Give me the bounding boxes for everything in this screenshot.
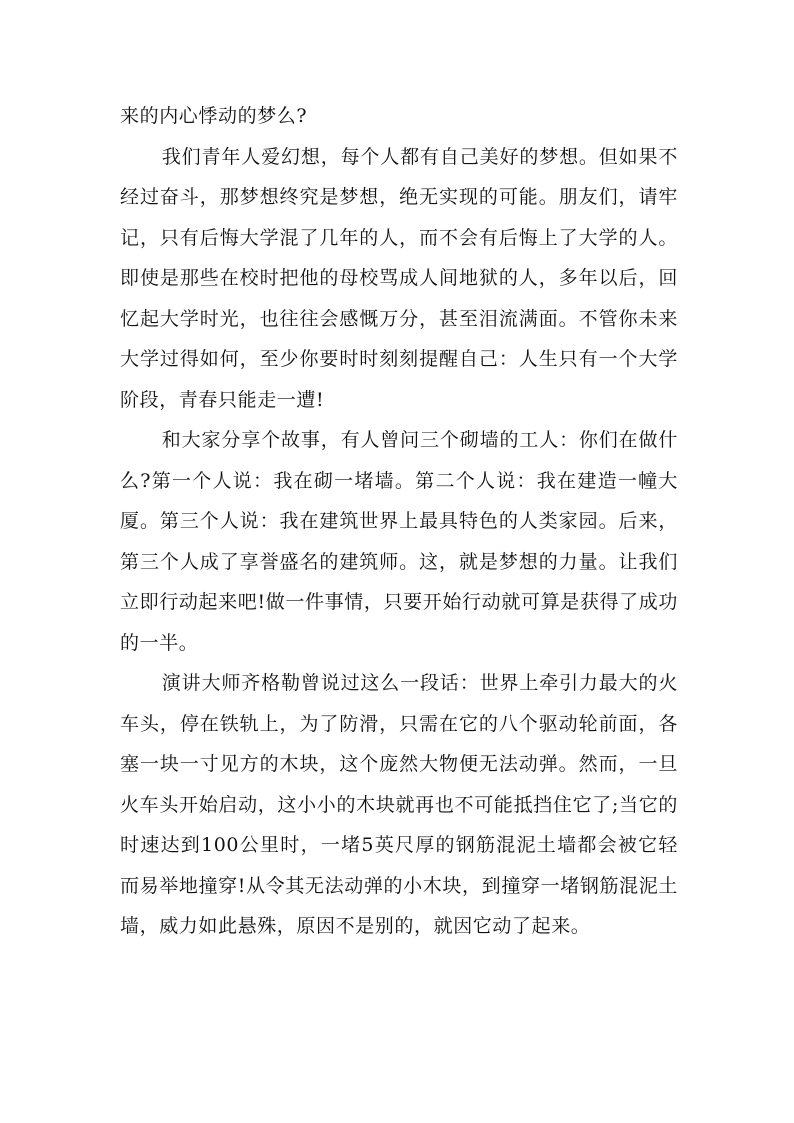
document-body xyxy=(120,96,678,947)
paragraph-continued: 来的内心悸动的梦么? xyxy=(120,105,308,127)
paragraph-locomotive-story: 演讲大师齐格勒曾说过这么一段话：世界上牵引力最大的火车头，停在铁轨上，为了防滑，只需在它的八个驱动轮前面，各塞一块一寸见方的木块，这个庞然大物便无法动弹。然而，一旦火车头开始启动，这小小的木块就再也不可能抵挡住它了;当它的时速达到100公里时，一堵5英尺厚的钢筋混泥土墙都会被它轻而易举地撞穿!从令其无法动弹的小木块，到撞穿一堵钢筋混泥土墙，威力如此悬殊，原因不是别的，就因它动了起来。 xyxy=(120,672,678,937)
paragraph-bricklayers-story: 和大家分享个故事，有人曾问三个砌墙的工人：你们在做什么?第一个人说：我在砌一堵墙。第二个人说：我在建造一幢大厦。第三个人说：我在建筑世界上最具特色的人类家园。后来，第三个人成了享誉盛名的建筑师。这，就是梦想的力量。让我们立即行动起来吧!做一件事情，只要开始行动就可算是获得了成功的一半。 xyxy=(120,429,678,654)
paragraph-youth-dreams: 我们青年人爱幻想，每个人都有自己美好的梦想。但如果不经过奋斗，那梦想终究是梦想，绝无实现的可能。朋友们，请牢记，只有后悔大学混了几年的人，而不会有后悔上了大学的人。即使是那些在校时把他的母校骂成人间地狱的人，多年以后，回忆起大学时光，也往往会感慨万分，甚至泪流满面。不管你未来大学过得如何，至少你要时时刻刻提醒自己：人生只有一个大学阶段，青春只能走一遭! xyxy=(120,145,678,411)
